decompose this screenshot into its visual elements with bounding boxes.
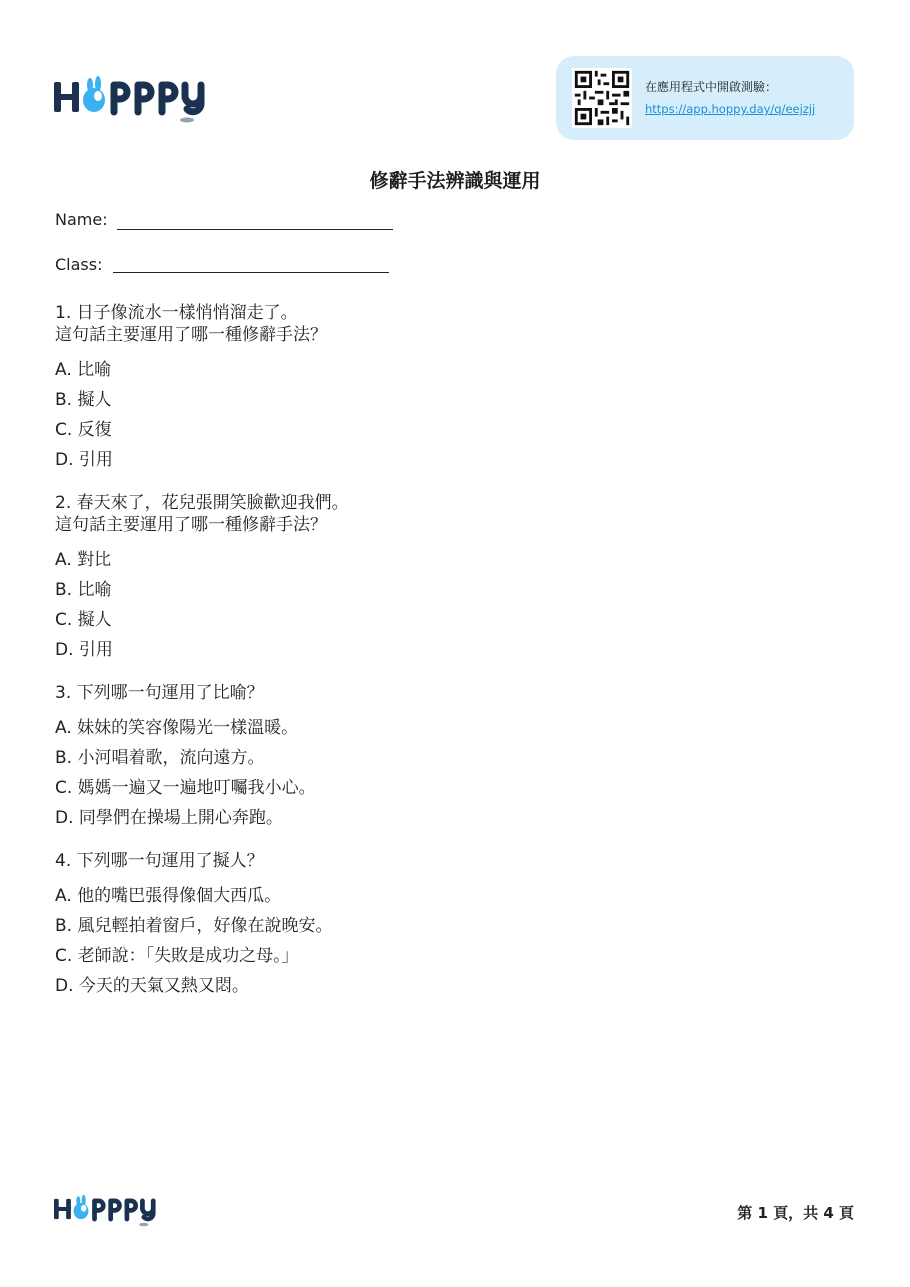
option-b[interactable]: B. 小河唱着歌，流向遠方。	[55, 748, 265, 768]
question-line: 1. 日子像流水一樣悄悄溜走了。	[55, 303, 298, 323]
class-label: Class:	[55, 255, 103, 274]
quiz-link[interactable]: https://app.hoppy.day/q/eejzjj	[645, 102, 816, 116]
question-text	[55, 682, 855, 704]
name-label: Name:	[55, 210, 108, 229]
name-field[interactable]	[117, 229, 393, 230]
option-d[interactable]: D. 今天的天氣又熱又悶。	[55, 976, 249, 996]
hoppy-footer-logo	[54, 1193, 162, 1229]
question-line: 3. 下列哪一句運用了比喻？	[55, 683, 264, 703]
question-text	[55, 492, 855, 536]
question-1	[55, 302, 855, 470]
option-a[interactable]: A. 他的嘴巴張得像個大西瓜。	[55, 886, 282, 906]
question-2	[55, 492, 855, 660]
option-d[interactable]: D. 引用	[55, 640, 113, 660]
question-4	[55, 850, 855, 996]
option-a[interactable]: A. 比喻	[55, 360, 112, 380]
option-d[interactable]: D. 引用	[55, 450, 113, 470]
page-number: 第 1 頁，共 4 頁	[737, 1204, 854, 1222]
question-list	[55, 302, 855, 1018]
question-line: 這句話主要運用了哪一種修辭手法？	[55, 325, 327, 345]
option-c[interactable]: C. 反復	[55, 420, 112, 440]
option-a[interactable]: A. 對比	[55, 550, 112, 570]
option-a[interactable]: A. 妹妹的笑容像陽光一樣溫暖。	[55, 718, 299, 738]
option-d[interactable]: D. 同學們在操場上開心奔跑。	[55, 808, 283, 828]
qr-prompt: 在應用程式中開啟測驗：	[645, 80, 778, 94]
question-line: 4. 下列哪一句運用了擬人？	[55, 851, 264, 871]
class-field[interactable]	[113, 272, 389, 273]
question-line: 這句話主要運用了哪一種修辭手法？	[55, 515, 327, 535]
option-b[interactable]: B. 比喻	[55, 580, 112, 600]
question-text	[55, 850, 855, 872]
qr-code-icon	[572, 68, 632, 128]
page-title: 修辭手法辨識與運用	[369, 170, 541, 192]
option-c[interactable]: C. 媽媽一遍又一遍地叮囑我小心。	[55, 778, 316, 798]
option-c[interactable]: C. 擬人	[55, 610, 112, 630]
question-text	[55, 302, 855, 346]
question-line: 2. 春天來了，花兒張開笑臉歡迎我們。	[55, 493, 349, 513]
option-b[interactable]: B. 擬人	[55, 390, 112, 410]
hoppy-logo	[54, 76, 214, 124]
qr-code-card[interactable]	[556, 56, 854, 140]
option-c[interactable]: C. 老師說：「失敗是成功之母。」	[55, 946, 299, 966]
option-b[interactable]: B. 風兒輕拍着窗戶，好像在說晚安。	[55, 916, 333, 936]
question-3	[55, 682, 855, 828]
